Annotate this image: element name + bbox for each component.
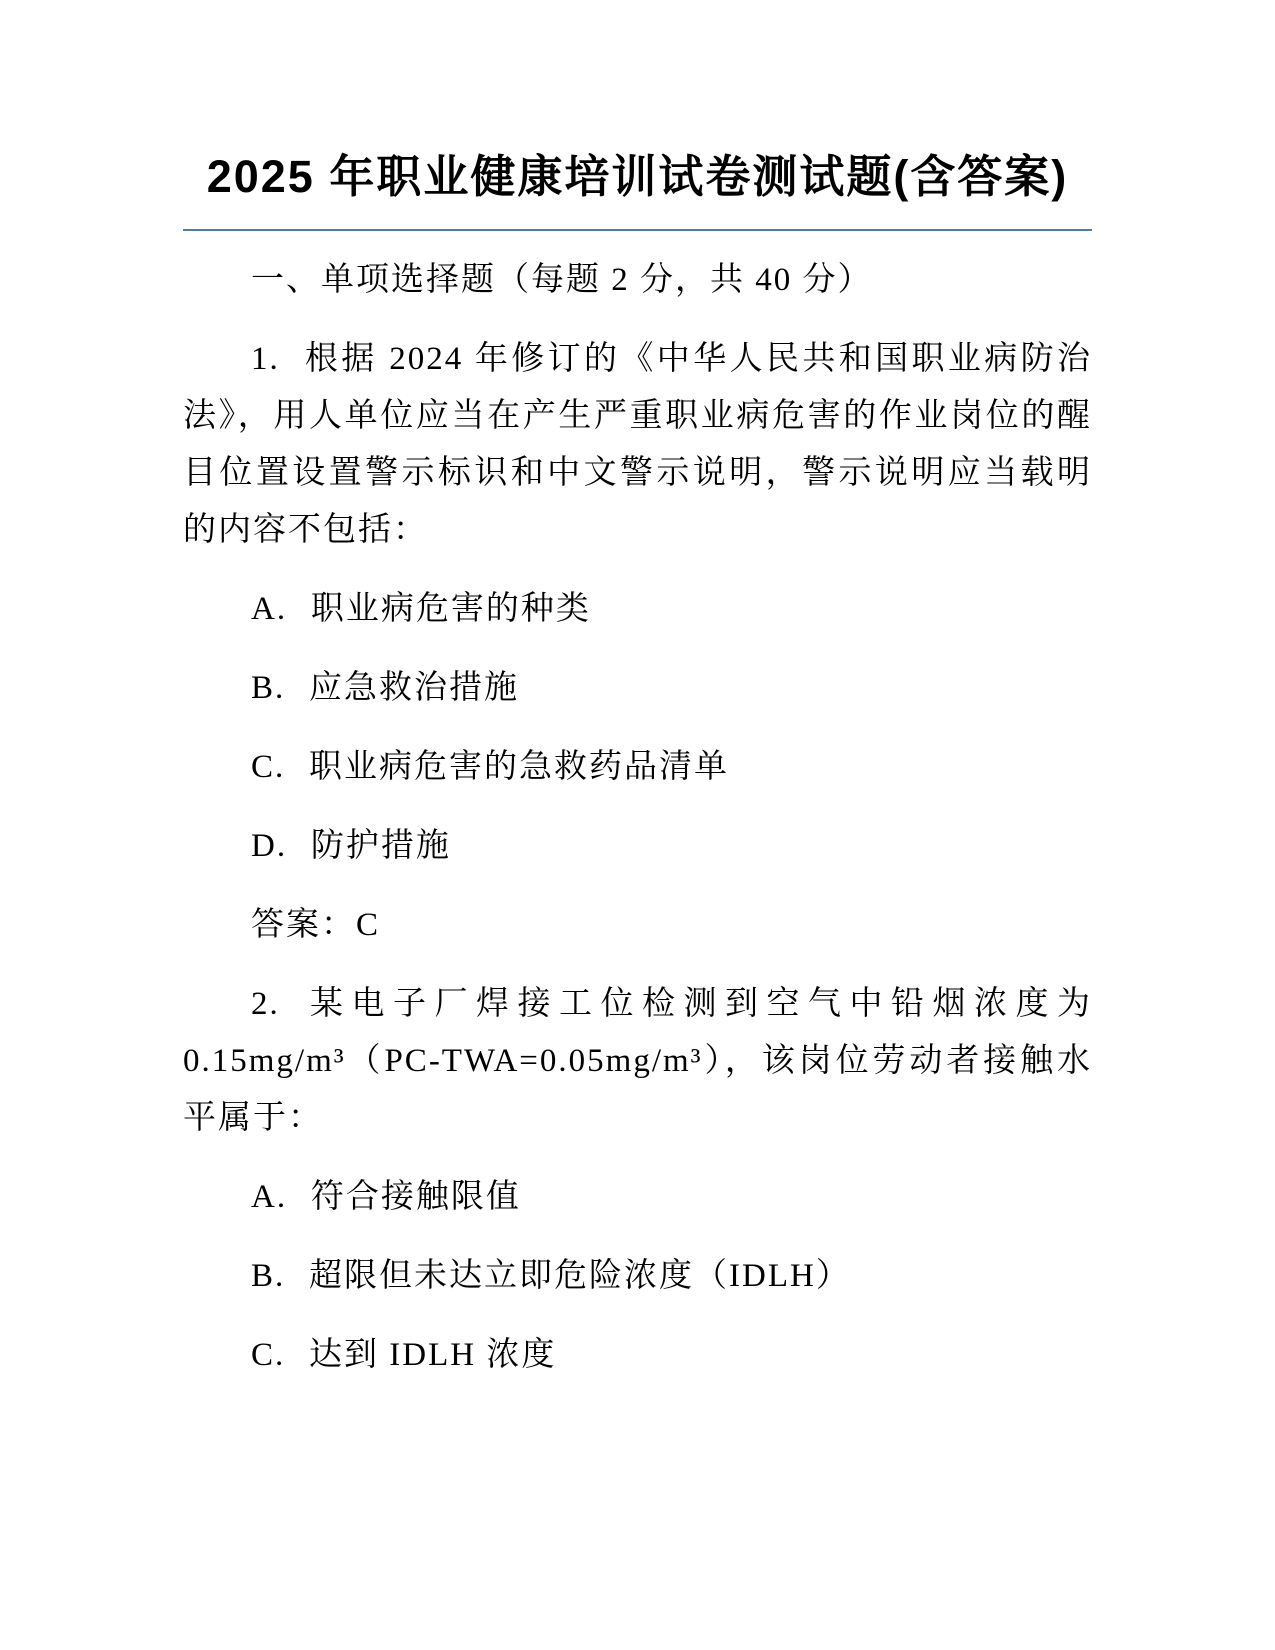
option-label: A.	[251, 591, 288, 627]
option-label: B.	[251, 670, 286, 706]
question-number: 1.	[251, 341, 280, 377]
option-label: C.	[251, 1337, 286, 1373]
option-item	[183, 739, 1092, 796]
option-text: 超限但未达立即危险浓度（IDLH）	[309, 1258, 851, 1294]
option-text: 防护措施	[310, 828, 451, 864]
option-text: 职业病危害的急救药品清单	[309, 749, 730, 785]
title-rule	[183, 229, 1092, 231]
option-label: D.	[251, 828, 288, 864]
option-label: C.	[251, 749, 286, 785]
option-item	[183, 1248, 1092, 1305]
question-stem	[183, 331, 1092, 559]
option-text: 应急救治措施	[309, 670, 520, 706]
question-stem	[183, 976, 1092, 1147]
option-item	[183, 1327, 1092, 1384]
document-title: 2025 年职业健康培训试卷测试题(含答案)	[206, 151, 1069, 202]
option-text: 达到 IDLH 浓度	[309, 1337, 557, 1373]
option-item	[183, 818, 1092, 875]
option-label: B.	[251, 1258, 286, 1294]
option-text: 符合接触限值	[310, 1179, 521, 1215]
questions-container	[183, 331, 1092, 1384]
option-text: 职业病危害的种类	[310, 591, 591, 627]
section-heading: 一、单项选择题（每题 2 分，共 40 分）	[251, 262, 873, 298]
option-item	[183, 581, 1092, 638]
option-item	[183, 1169, 1092, 1226]
question-text: 某电子厂焊接工位检测到空气中铅烟浓度为 0.15mg/m³（PC-TWA=0.05mg/m³），该岗位劳动者接触水平属于：	[183, 986, 1092, 1136]
option-label: A.	[251, 1179, 288, 1215]
question-number: 2.	[251, 986, 280, 1022]
question-text: 根据 2024 年修订的《中华人民共和国职业病防治法》，用人单位应当在产生严重职业病危害的作业岗位的醒目位置设置警示标识和中文警示说明，警示说明应当载明的内容不包括：	[183, 341, 1092, 548]
option-item	[183, 660, 1092, 717]
answer-line: 答案：C	[251, 907, 381, 943]
